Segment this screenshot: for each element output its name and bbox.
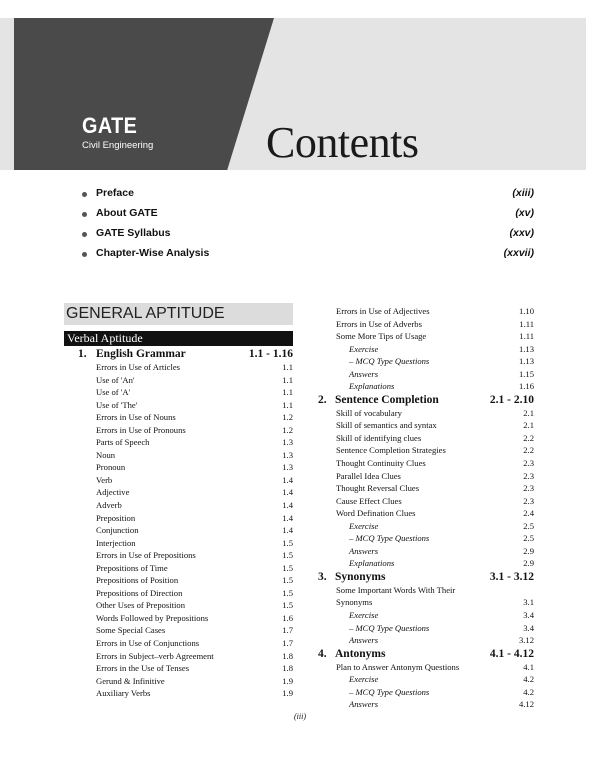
toc-row[interactable] xyxy=(64,424,293,437)
toc-page: 3.1 - 3.12 xyxy=(489,570,534,583)
bullet-icon xyxy=(82,192,87,197)
brand-logo xyxy=(82,115,153,151)
toc-page: 1.4 xyxy=(282,500,293,511)
toc-row[interactable] xyxy=(318,368,534,381)
toc-row[interactable] xyxy=(318,318,534,331)
toc-label: Auxiliary Verbs xyxy=(96,688,151,699)
toc-row[interactable] xyxy=(318,330,534,343)
toc-row[interactable] xyxy=(64,499,293,512)
toc-label: Synonyms xyxy=(335,570,386,583)
toc-page: 1.4 xyxy=(282,512,293,523)
toc-row[interactable] xyxy=(318,444,534,457)
prelim-label: About GATE xyxy=(96,207,158,219)
toc-label: Word Defination Clues xyxy=(336,508,416,519)
toc-label: Thought Reversal Clues xyxy=(336,483,420,494)
toc-label: English Grammar xyxy=(96,348,186,360)
toc-page: 1.4 xyxy=(282,487,293,498)
toc-label: Exercise xyxy=(349,674,379,685)
toc-label: Use of 'A' xyxy=(96,387,131,398)
toc-row[interactable] xyxy=(64,599,293,612)
toc-page: 1.7 xyxy=(282,638,293,649)
toc-page: 4.1 - 4.12 xyxy=(489,647,534,660)
toc-label: Use of 'The' xyxy=(96,399,138,410)
toc-row[interactable] xyxy=(318,622,534,635)
toc-label: Errors in Use of Pronouns xyxy=(96,424,186,435)
toc-row[interactable] xyxy=(318,661,534,674)
toc-row[interactable] xyxy=(318,419,534,432)
toc-label: Exercise xyxy=(349,610,379,621)
toc-row[interactable] xyxy=(318,584,534,597)
toc-label: Errors in Use of Adverbs xyxy=(336,318,422,329)
chapter-number: 4. xyxy=(318,647,327,660)
toc-label: Interjection xyxy=(96,537,136,548)
toc-row[interactable] xyxy=(318,432,534,445)
toc-row[interactable] xyxy=(318,557,534,570)
prelim-item[interactable] xyxy=(82,226,534,246)
toc-page: 1.8 xyxy=(282,663,293,674)
toc-row[interactable] xyxy=(318,482,534,495)
toc-label: Gerund & Infinitive xyxy=(96,675,165,686)
toc-row[interactable] xyxy=(318,609,534,622)
toc-page: 1.15 xyxy=(518,368,534,379)
toc-page: 4.12 xyxy=(518,699,534,710)
toc-row[interactable] xyxy=(318,470,534,483)
toc-label: Skill of semantics and syntax xyxy=(336,420,437,431)
toc-page: 1.6 xyxy=(282,612,293,623)
toc-page: 2.5 xyxy=(523,520,534,531)
toc-left-column xyxy=(64,347,293,700)
toc-page: 2.2 xyxy=(523,432,534,443)
toc-page: 1.5 xyxy=(282,575,293,586)
prelim-label: Preface xyxy=(96,187,134,199)
toc-row[interactable] xyxy=(64,449,293,462)
toc-label: Use of 'An' xyxy=(96,374,135,385)
toc-page: 1.13 xyxy=(518,343,534,354)
section-header: GENERAL APTITUDE xyxy=(64,303,293,325)
toc-page: 2.3 xyxy=(523,458,534,469)
toc-row[interactable] xyxy=(64,574,293,587)
toc-row[interactable] xyxy=(64,411,293,424)
prelim-page: (xxv) xyxy=(509,227,534,239)
toc-page: 1.5 xyxy=(282,600,293,611)
toc-page: 2.2 xyxy=(523,445,534,456)
toc-row[interactable] xyxy=(64,637,293,650)
toc-page: 1.4 xyxy=(282,474,293,485)
toc-label: Explanations xyxy=(349,381,395,392)
toc-label: Adjective xyxy=(96,487,130,498)
toc-label: Errors in Use of Nouns xyxy=(96,412,176,423)
toc-label: Words Followed by Prepositions xyxy=(96,612,209,623)
toc-right-column xyxy=(318,305,534,711)
toc-row[interactable] xyxy=(64,675,293,688)
toc-row[interactable] xyxy=(64,436,293,449)
toc-label: Errors in Use of Conjunctions xyxy=(96,638,200,649)
toc-row[interactable] xyxy=(64,461,293,474)
prelim-page: (xxvii) xyxy=(503,247,534,259)
toc-label: Prepositions of Position xyxy=(96,575,179,586)
toc-row[interactable] xyxy=(64,587,293,600)
toc-page: 1.4 xyxy=(282,525,293,536)
toc-page: 4.2 xyxy=(523,674,534,685)
prelim-label: GATE Syllabus xyxy=(96,227,171,239)
prelim-item[interactable] xyxy=(82,186,534,206)
toc-page: 1.1 - 1.16 xyxy=(248,348,293,360)
toc-row[interactable] xyxy=(318,507,534,520)
toc-row[interactable] xyxy=(64,512,293,525)
prelim-label: Chapter-Wise Analysis xyxy=(96,247,210,259)
prelim-item[interactable] xyxy=(82,246,534,266)
toc-page: 1.1 xyxy=(282,399,293,410)
toc-page: 1.8 xyxy=(282,650,293,661)
toc-row[interactable] xyxy=(64,474,293,487)
toc-label: Cause Effect Clues xyxy=(336,495,402,506)
toc-row[interactable] xyxy=(64,386,293,399)
toc-row[interactable] xyxy=(64,612,293,625)
chapter-row[interactable] xyxy=(318,647,534,661)
chapter-number: 3. xyxy=(318,570,327,583)
toc-label: Prepositions of Time xyxy=(96,562,168,573)
toc-label: Parts of Speech xyxy=(96,437,150,448)
toc-row[interactable] xyxy=(318,596,534,609)
toc-label: Verb xyxy=(96,474,113,485)
toc-label: Parallel Idea Clues xyxy=(336,470,401,481)
toc-row[interactable] xyxy=(318,305,534,318)
toc-label: Answers xyxy=(349,699,379,710)
toc-page: 2.3 xyxy=(523,470,534,481)
toc-row[interactable] xyxy=(64,650,293,663)
toc-label: Antonyms xyxy=(335,647,386,660)
toc-row[interactable] xyxy=(64,524,293,537)
toc-label: – MCQ Type Questions xyxy=(349,356,430,367)
toc-page: 1.7 xyxy=(282,625,293,636)
subsection-header: Verbal Aptitude xyxy=(64,331,293,346)
toc-label: Synonyms xyxy=(336,597,373,608)
toc-page: 4.2 xyxy=(523,686,534,697)
toc-page: 2.5 xyxy=(523,533,534,544)
toc-page: 2.1 xyxy=(523,420,534,431)
toc-page: 2.3 xyxy=(523,483,534,494)
toc-page: 3.4 xyxy=(523,610,534,621)
toc-row[interactable] xyxy=(318,532,534,545)
toc-label: Errors in the Use of Tenses xyxy=(96,663,190,674)
toc-label: Exercise xyxy=(349,520,379,531)
toc-row[interactable] xyxy=(318,407,534,420)
toc-row[interactable] xyxy=(318,673,534,686)
toc-label: Noun xyxy=(96,449,116,460)
toc-label: Plan to Answer Antonym Questions xyxy=(336,661,460,672)
toc-row[interactable] xyxy=(64,537,293,550)
toc-label: Some Special Cases xyxy=(96,625,166,636)
chapter-number: 2. xyxy=(318,393,327,406)
chapter-row[interactable] xyxy=(64,347,293,361)
toc-page: 1.5 xyxy=(282,587,293,598)
toc-page: 3.1 xyxy=(523,597,534,608)
toc-label: Skill of identifying clues xyxy=(336,432,422,443)
chapter-row[interactable] xyxy=(318,570,534,584)
toc-row[interactable] xyxy=(318,355,534,368)
prelim-page: (xv) xyxy=(515,207,534,219)
toc-page: 2.3 xyxy=(523,495,534,506)
toc-label: Errors in Use of Adjectives xyxy=(336,306,430,316)
toc-row[interactable] xyxy=(318,545,534,558)
prelim-page: (xiii) xyxy=(512,187,534,199)
toc-row[interactable] xyxy=(318,380,534,393)
toc-label: Sentence Completion xyxy=(335,393,439,406)
toc-row[interactable] xyxy=(64,549,293,562)
toc-label: Prepositions of Direction xyxy=(96,587,183,598)
toc-row[interactable] xyxy=(318,634,534,647)
toc-page: 1.2 xyxy=(282,424,293,435)
toc-label: Explanations xyxy=(349,558,395,569)
toc-label: Answers xyxy=(349,635,379,646)
toc-page: 1.5 xyxy=(282,537,293,548)
toc-row[interactable] xyxy=(318,343,534,356)
toc-page: 2.1 xyxy=(523,407,534,418)
toc-row[interactable] xyxy=(64,562,293,575)
toc-row[interactable] xyxy=(64,624,293,637)
page-title: Contents xyxy=(266,118,419,167)
toc-page: 1.3 xyxy=(282,462,293,473)
toc-page: 2.9 xyxy=(523,545,534,556)
prelim-item[interactable] xyxy=(82,206,534,226)
toc-label: Pronoun xyxy=(96,462,126,473)
toc-label: Skill of vocabulary xyxy=(336,407,402,418)
toc-page: 4.1 xyxy=(523,661,534,672)
toc-page: 2.1 - 2.10 xyxy=(489,393,534,406)
toc-page: 2.4 xyxy=(523,508,534,519)
toc-label: Other Uses of Preposition xyxy=(96,600,186,611)
toc-page: 1.5 xyxy=(282,562,293,573)
toc-label: Errors in Subject–verb Agreement xyxy=(96,650,214,661)
toc-page: 1.2 xyxy=(282,412,293,423)
toc-page: 1.3 xyxy=(282,449,293,460)
chapter-row[interactable] xyxy=(318,393,534,407)
brand-title: GATE xyxy=(82,113,138,138)
toc-row[interactable] xyxy=(318,457,534,470)
toc-label: Answers xyxy=(349,545,379,556)
toc-label: Answers xyxy=(349,368,379,379)
toc-row[interactable] xyxy=(318,698,534,711)
toc-label: Exercise xyxy=(349,343,379,354)
toc-page: 3.12 xyxy=(518,635,534,646)
toc-row[interactable] xyxy=(64,399,293,412)
toc-label: Some Important Words With Their xyxy=(336,584,456,595)
toc-row[interactable] xyxy=(64,374,293,387)
toc-row[interactable] xyxy=(318,495,534,508)
toc-page: 1.11 xyxy=(519,318,534,329)
toc-label: – MCQ Type Questions xyxy=(349,533,430,544)
brand-subtitle: Civil Engineering xyxy=(82,140,154,151)
toc-page: 1.5 xyxy=(282,550,293,561)
bullet-icon xyxy=(82,252,87,257)
toc-label: Sentence Completion Strategies xyxy=(336,445,446,456)
chapter-number: 1. xyxy=(78,348,87,360)
toc-page: 1.1 xyxy=(282,362,293,372)
toc-label: Preposition xyxy=(96,512,136,523)
toc-row[interactable] xyxy=(318,520,534,533)
toc-row[interactable] xyxy=(64,687,293,700)
bullet-icon xyxy=(82,212,87,217)
toc-label: – MCQ Type Questions xyxy=(349,686,430,697)
bullet-icon xyxy=(82,232,87,237)
toc-row[interactable] xyxy=(64,486,293,499)
toc-row[interactable] xyxy=(64,361,293,374)
toc-page: 1.3 xyxy=(282,437,293,448)
toc-label: Errors in Use of Articles xyxy=(96,362,181,372)
page-number: (iii) xyxy=(294,712,306,721)
toc-page: 1.1 xyxy=(282,387,293,398)
toc-page: 1.11 xyxy=(519,331,534,342)
prelims-list xyxy=(82,186,534,266)
toc-row[interactable] xyxy=(64,662,293,675)
toc-page: 1.1 xyxy=(282,374,293,385)
toc-page: 1.13 xyxy=(518,356,534,367)
toc-page: 1.9 xyxy=(282,688,293,699)
toc-page: 1.9 xyxy=(282,675,293,686)
toc-page: 1.16 xyxy=(518,381,534,392)
toc-label: Errors in Use of Prepositions xyxy=(96,550,196,561)
toc-label: Adverb xyxy=(96,500,122,511)
toc-row[interactable] xyxy=(318,686,534,699)
toc-page: 1.10 xyxy=(518,306,534,316)
toc-label: Conjunction xyxy=(96,525,139,536)
toc-label: – MCQ Type Questions xyxy=(349,622,430,633)
toc-label: Some More Tips of Usage xyxy=(336,331,427,342)
toc-page: 3.4 xyxy=(523,622,534,633)
toc-page: 2.9 xyxy=(523,558,534,569)
toc-label: Thought Continuity Clues xyxy=(336,458,426,469)
